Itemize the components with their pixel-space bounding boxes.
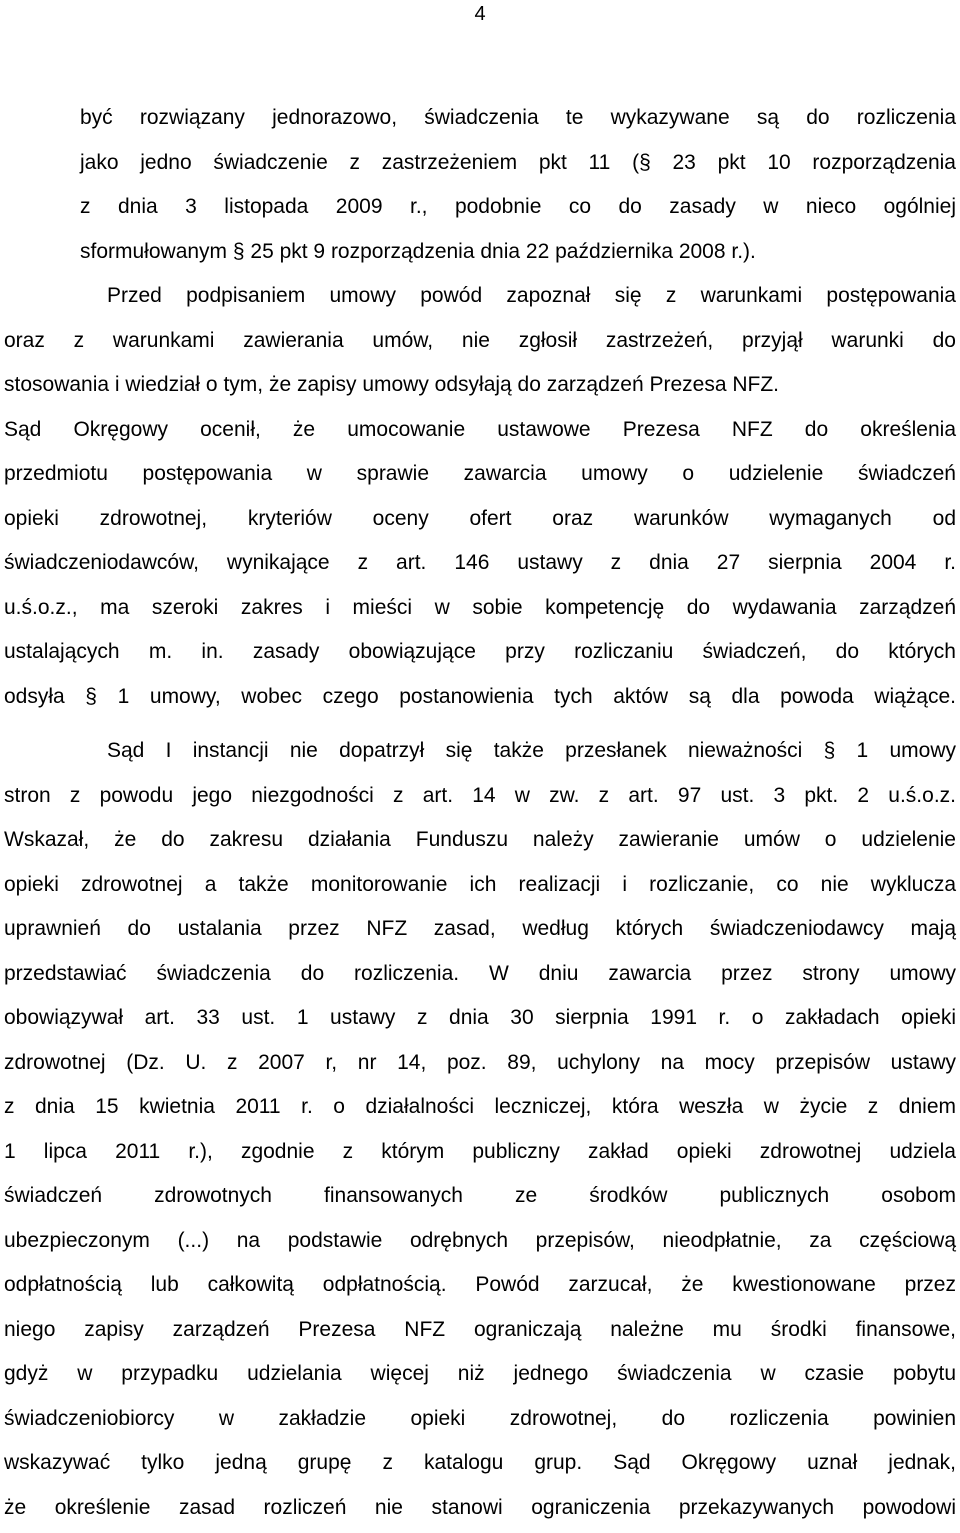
paragraph xyxy=(4,274,956,719)
text-line: być rozwiązany jednorazowo, świadczenia te wykazywane są do rozliczenia xyxy=(80,106,956,129)
page-number: 4 xyxy=(474,3,486,25)
text-line: stosowania i wiedział o tym, że zapisy umowy odsyłają do zarządzeń Prezesa NFZ. xyxy=(4,373,779,396)
text-line: przedmiotu postępowania w sprawie zawarcia umowy o udzielenie świadczeń xyxy=(4,462,956,485)
text-line: z dnia 3 listopada 2009 r., podobnie co do zasady w nieco ogólniej xyxy=(80,195,956,218)
text-line: zdrowotnej (Dz. U. z 2007 r, nr 14, poz. 89, uchylony na mocy przepisów ustawy xyxy=(4,1050,956,1074)
text-line: gdyż w przypadku udzielania więcej niż jednego świadczenia w czasie pobytu xyxy=(4,1362,956,1385)
text-line: Sąd Okręgowy ocenił, że umocowanie ustawowe Prezesa NFZ do określenia xyxy=(4,417,956,441)
paragraph xyxy=(4,729,956,1530)
text-line: odsyła § 1 umowy, wobec czego postanowienia tych aktów są dla powoda wiążące. xyxy=(4,684,956,708)
text-line: obowiązywał art. 33 ust. 1 ustawy z dnia 30 sierpnia 1991 r. o zakładach opieki xyxy=(4,1006,956,1029)
text-line: odpłatnością lub całkowitą odpłatnością. Powód zarzucał, że kwestionowane przez xyxy=(4,1273,956,1296)
text-line: że określenie zasad rozliczeń nie stanowi ograniczenia przekazywanych powodowi xyxy=(4,1495,956,1519)
text-line: przedstawiać świadczenia do rozliczenia. W dniu zawarcia przez strony umowy xyxy=(4,961,956,985)
text-line: uprawnień do ustalania przez NFZ zasad, według których świadczeniodawcy mają xyxy=(4,917,956,940)
text-line: Sąd I instancji nie dopatrzył się także przesłanek nieważności § 1 umowy xyxy=(107,739,956,762)
text-line: opieki zdrowotnej, kryteriów oceny ofert oraz warunków wymaganych od xyxy=(4,506,956,530)
text-line: sformułowanym § 25 pkt 9 rozporządzenia dnia 22 października 2008 r.). xyxy=(80,239,756,263)
paragraph xyxy=(4,96,956,274)
text-line: ustalających m. in. zasady obowiązujące przy rozliczaniu świadczeń, do których xyxy=(4,640,956,663)
text-line: z dnia 15 kwietnia 2011 r. o działalności leczniczej, która weszła w życie z dniem xyxy=(4,1095,956,1118)
text-line: Przed podpisaniem umowy powód zapoznał się z warunkami postępowania xyxy=(107,284,956,307)
text-line: oraz z warunkami zawierania umów, nie zgłosił zastrzeżeń, przyjął warunki do xyxy=(4,328,956,352)
text-line: stron z powodu jego niezgodności z art. 14 w zw. z art. 97 ust. 3 pkt. 2 u.ś.o.z. xyxy=(4,783,956,807)
text-line: niego zapisy zarządzeń Prezesa NFZ ograniczają należne mu środki finansowe, xyxy=(4,1317,956,1341)
document-body xyxy=(4,96,956,1530)
text-line: Wskazał, że do zakresu działania Funduszu należy zawieranie umów o udzielenie xyxy=(4,828,956,851)
text-line: jako jedno świadczenie z zastrzeżeniem pkt 11 (§ 23 pkt 10 rozporządzenia xyxy=(80,150,956,174)
text-line: 1 lipca 2011 r.), zgodnie z którym publiczny zakład opieki zdrowotnej udziela xyxy=(4,1139,956,1163)
text-line: ubezpieczonym (...) na podstawie odrębnych przepisów, nieodpłatnie, za częściową xyxy=(4,1228,956,1252)
text-line: świadczeniodawców, wynikające z art. 146 ustawy z dnia 27 sierpnia 2004 r. xyxy=(4,551,956,574)
text-line: u.ś.o.z., ma szeroki zakres i mieści w sobie kompetencję do wydawania zarządzeń xyxy=(4,595,956,619)
text-line: wskazywać tylko jedną grupę z katalogu grup. Sąd Okręgowy uznał jednak, xyxy=(4,1451,956,1474)
text-line: świadczeń zdrowotnych finansowanych ze środków publicznych osobom xyxy=(4,1184,956,1207)
text-line: świadczeniobiorcy w zakładzie opieki zdrowotnej, do rozliczenia powinien xyxy=(4,1406,956,1430)
text-line: opieki zdrowotnej a także monitorowanie ich realizacji i rozliczanie, co nie wyklucza xyxy=(4,872,956,896)
paragraph-gap xyxy=(4,719,956,729)
